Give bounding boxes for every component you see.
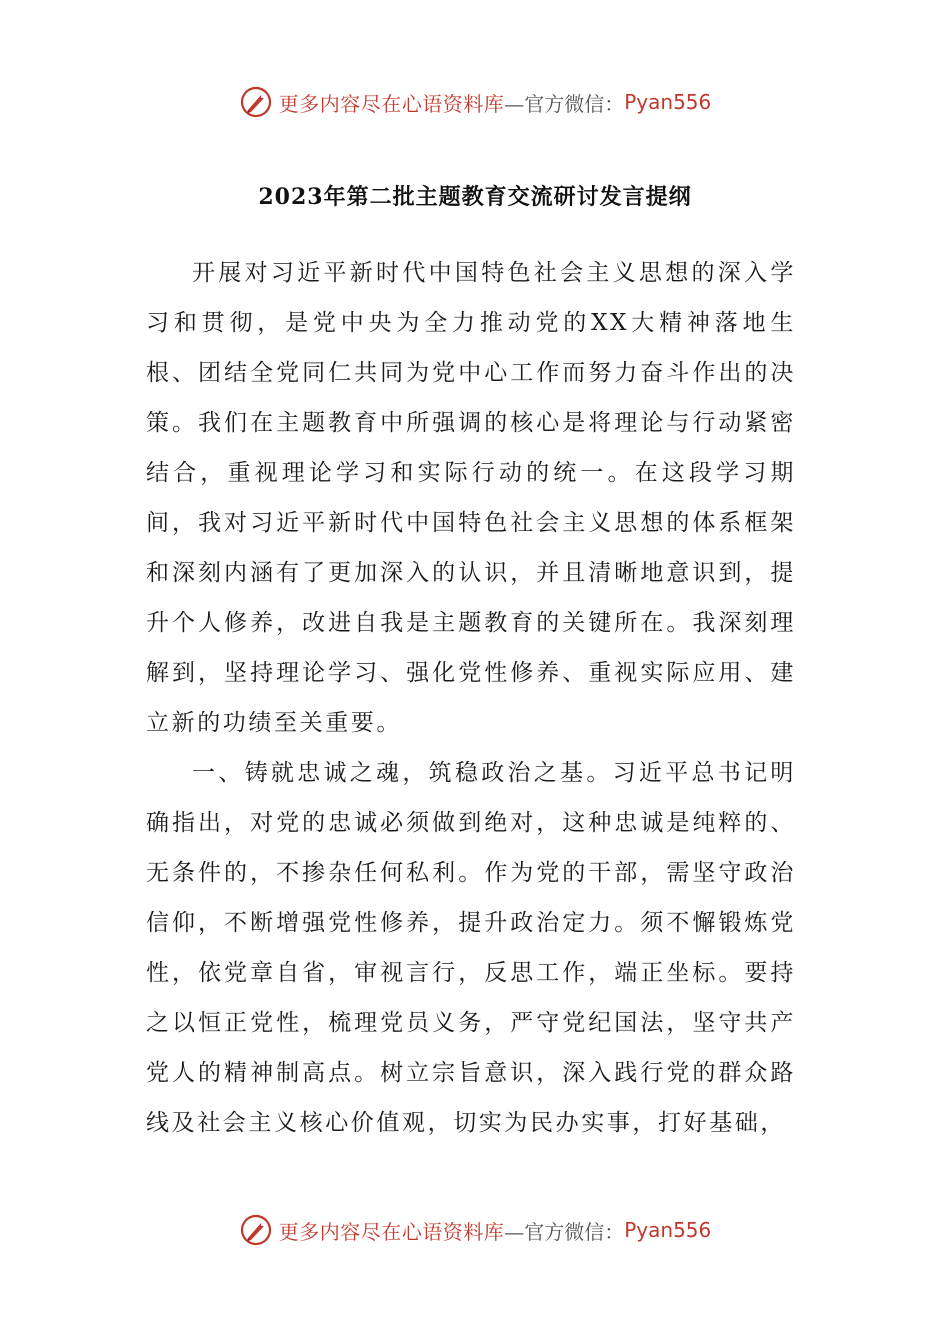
- footer-watermark-banner: [0, 1208, 950, 1252]
- banner-text: 更多内容尽在心语资料库: [278, 91, 505, 116]
- banner-wechat-id: Pyan556: [624, 1218, 712, 1242]
- header-watermark-banner: [0, 80, 950, 124]
- document-title: 2023年第二批主题教育交流研讨发言提纲: [258, 184, 692, 210]
- document-body: [146, 248, 796, 1148]
- banner-wechat-id: Pyan556: [624, 90, 712, 114]
- body-paragraph: 一、铸就忠诚之魂，筑稳政治之基。习近平总书记明确指出，对党的忠诚必须做到绝对，这种忠诚是纯粹的、无条件的，不掺杂任何私利。作为党的干部，需坚守政治信仰，不断增强党性修养，提升政治定力。须不懈锻炼党性，依党章自省，审视言行，反思工作，端正坐标。要持之以恒正党性，梳理党员义务，严守党纪国法，坚守共产党人的精神制高点。树立宗旨意识，深入践行党的群众路线及社会主义核心价值观，切实为民办实事，打好基础，: [146, 760, 796, 1136]
- body-paragraph: 开展对习近平新时代中国特色社会主义思想的深入学习和贯彻，是党中央为全力推动党的XX大精神落地生根、团结全党同仁共同为党中心工作而努力奋斗作出的决策。我们在主题教育中所强调的核心是将理论与行动紧密结合，重视理论学习和实际行动的统一。在这段学习期间，我对习近平新时代中国特色社会主义思想的体系框架和深刻内涵有了更加深入的认识，并且清晰地意识到，提升个人修养，改进自我是主题教育的关键所在。我深刻理解到，坚持理论学习、强化党性修养、重视实际应用、建立新的功绩至关重要。: [146, 260, 796, 736]
- pen-nib-logo-icon: [239, 85, 273, 119]
- banner-separator: —官方微信：: [504, 1219, 625, 1244]
- banner-text: 更多内容尽在心语资料库: [278, 1219, 505, 1244]
- banner-separator: —官方微信：: [504, 91, 625, 116]
- pen-nib-logo-icon: [239, 1213, 273, 1247]
